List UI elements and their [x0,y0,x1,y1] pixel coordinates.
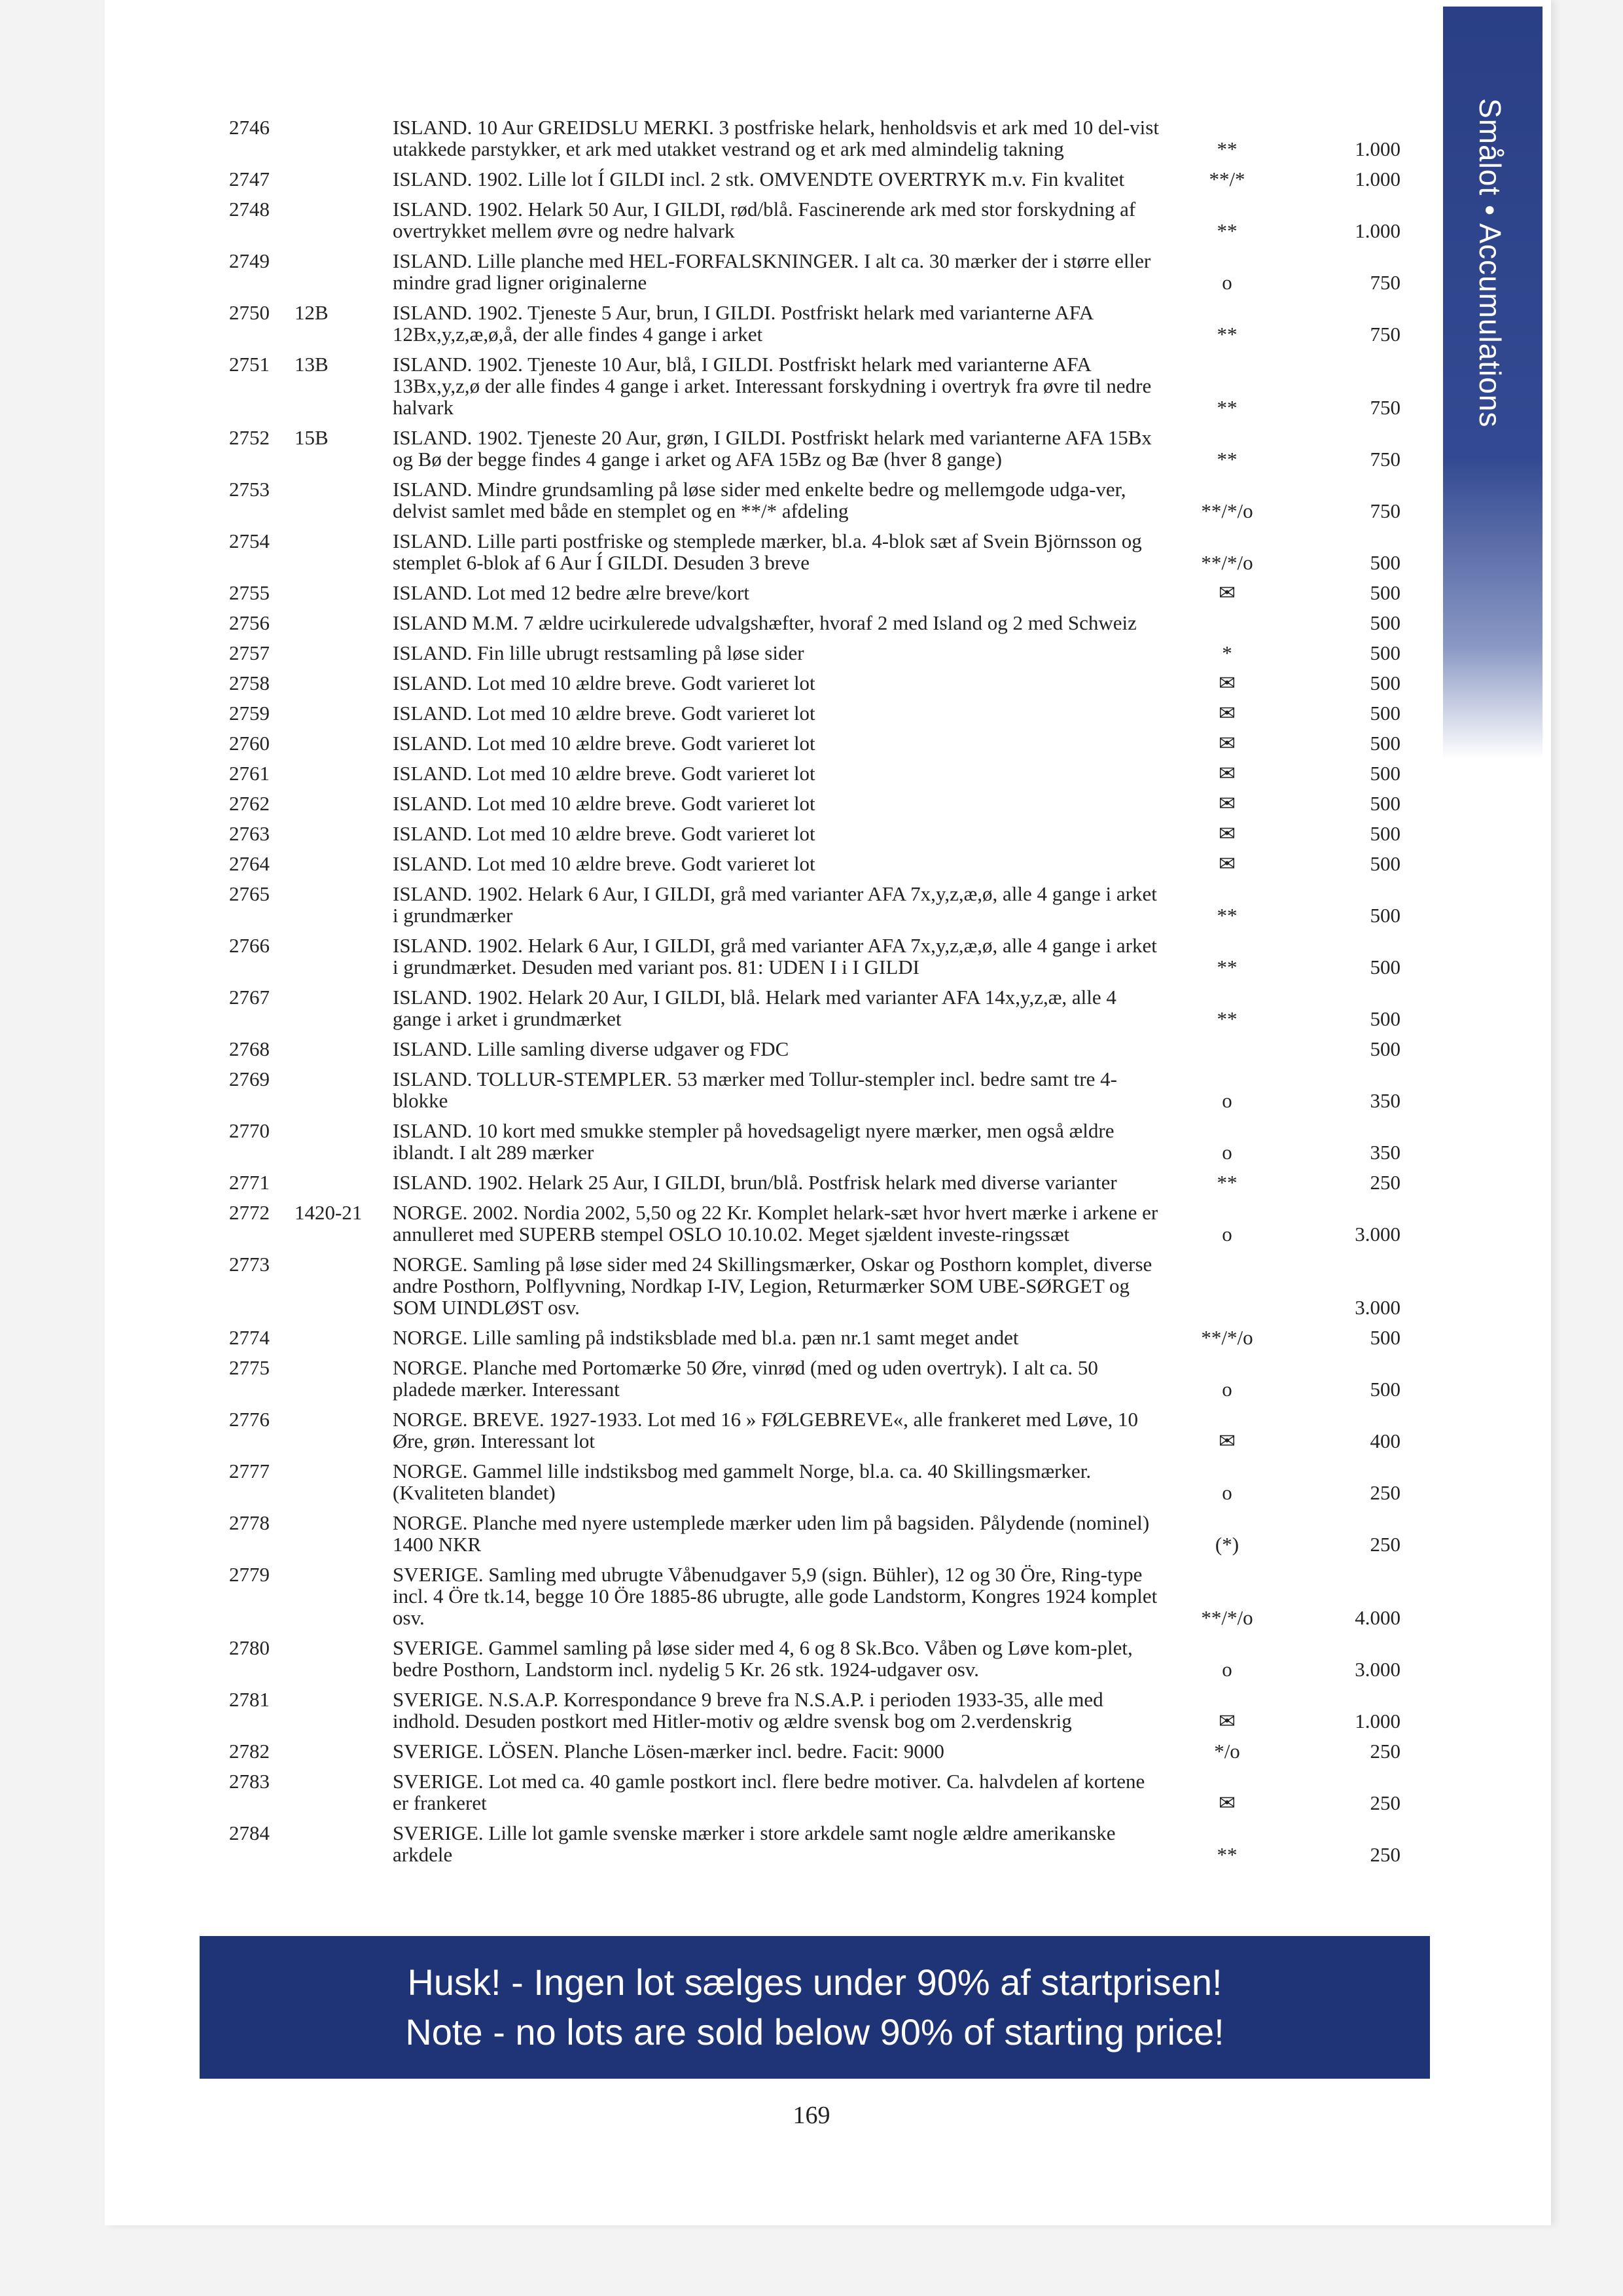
lot-row [229,732,1400,754]
lot-description: ISLAND. Lot med 10 ældre breve. Godt varieret lot [393,852,815,875]
lot-row [229,1202,1400,1245]
lot-row [229,935,1400,978]
lot-number: 2762 [229,792,270,815]
lot-price: 3.000 [1355,1658,1400,1681]
lot-condition: ✉ [1219,1429,1236,1452]
lot-row [229,168,1400,190]
lot-price: 750 [1370,271,1400,294]
lot-number: 2769 [229,1067,270,1090]
lot-description: ISLAND. Lille parti postfriske og stemplede mærker, bl.a. 4-blok sæt af Svein Björnsson og stemplet 6-blok af 6 Aur Í GILDI. Desuden 3 breve [393,529,1142,574]
lot-condition: ✉ [1219,1791,1236,1814]
lot-description: ISLAND. Lille planche med HEL-FORFALSKNINGER. I alt ca. 30 mærker der i større eller mindre grad ligner originalerne [393,249,1151,294]
lot-condition: o [1222,1378,1232,1401]
lot-number: 2758 [229,672,270,694]
lot-reference: 1420-21 [294,1201,363,1224]
lot-description: ISLAND. Lot med 10 ældre breve. Godt varieret lot [393,762,815,785]
lot-row [229,823,1400,844]
lot-price: 500 [1370,732,1400,755]
lot-description: ISLAND. Fin lille ubrugt restsamling på løse sider [393,641,804,664]
lot-number: 2776 [229,1408,270,1431]
lot-reference: 13B [294,353,329,376]
lot-row [229,117,1400,160]
section-title: Smålot • Accumulations [1473,98,1507,428]
lot-condition: ✉ [1219,672,1236,694]
lot-price: 500 [1370,956,1400,978]
lot-price: 1.000 [1355,1710,1400,1732]
lot-description: ISLAND. 1902. Helark 6 Aur, I GILDI, grå med varianter AFA 7x,y,z,æ,ø, alle 4 gange i arket i grundmærket. Desuden med variant pos. 81: UDEN I i I GILDI [393,934,1157,978]
lot-row [229,582,1400,603]
lot-number: 2784 [229,1821,270,1844]
lot-description: SVERIGE. Samling med ubrugte Våbenudgaver 5,9 (sign. Bühler), 12 og 30 Öre, Ring-type incl. 4 Öre tk.14, begge 10 Öre 1885-86 ubrugte, alle gode Landstorm, Kongres 1924 komplet osv. [393,1563,1158,1629]
lot-row [229,762,1400,784]
lot-number: 2750 [229,301,270,324]
lot-row [229,353,1400,418]
lot-condition: **/*/o [1201,551,1253,574]
lot-price: 350 [1370,1089,1400,1112]
lot-description: ISLAND. Lot med 10 ældre breve. Godt varieret lot [393,792,815,815]
lot-condition: ** [1217,1171,1238,1194]
lot-price: 500 [1370,702,1400,725]
lot-row [229,1253,1400,1318]
lot-number: 2768 [229,1037,270,1060]
lot-price: 500 [1370,1378,1400,1401]
lot-number: 2778 [229,1511,270,1534]
lot-number: 2767 [229,986,270,1009]
lot-description: SVERIGE. LÖSEN. Planche Lösen-mærker incl. bedre. Facit: 9000 [393,1740,944,1763]
lot-number: 2753 [229,478,270,501]
lot-price: 250 [1370,1533,1400,1556]
lot-number: 2779 [229,1563,270,1586]
lot-description: ISLAND. 1902. Tjeneste 10 Aur, blå, I GILDI. Postfriskt helark med varianterne AFA 13Bx,y,z,ø der alle findes 4 gange i arket. Interessant forskydning i overtryk fra øvre til nedre halvark [393,353,1152,419]
lot-number: 2781 [229,1688,270,1711]
lot-number: 2748 [229,198,270,221]
lot-price: 500 [1370,581,1400,604]
lot-reference: 12B [294,301,329,324]
lot-row [229,1408,1400,1452]
page-number: 169 [793,2102,830,2129]
lot-price: 750 [1370,396,1400,419]
lot-price: 500 [1370,762,1400,785]
lot-description: NORGE. Planche med Portomærke 50 Øre, vinrød (med og uden overtryk). I alt ca. 50 pladede mærker. Interessant [393,1356,1098,1401]
lot-number: 2775 [229,1356,270,1379]
lot-condition: ✉ [1219,822,1236,845]
lot-row [229,1172,1400,1193]
lot-number: 2763 [229,822,270,845]
lot-row [229,642,1400,664]
lot-row [229,1357,1400,1400]
lot-number: 2766 [229,934,270,957]
lot-description: NORGE. 2002. Nordia 2002, 5,50 og 22 Kr. Komplet helark-sæt hvor hvert mærke i arkene er annulleret med SUPERB stempel OSLO 10.10.02. Meget sjældent investe-ringssæt [393,1201,1158,1246]
lot-number: 2752 [229,426,270,449]
lot-description: SVERIGE. Gammel samling på løse sider med 4, 6 og 8 Sk.Bco. Våben og Løve kom-plet, bedre Posthorn, Landstorm incl. nydelig 5 Kr. 26 stk. 1924-udgaver osv. [393,1636,1133,1681]
lot-description: ISLAND. Lot med 12 bedre ælre breve/kort [393,581,749,604]
lot-price: 1.000 [1355,219,1400,242]
lot-description: ISLAND M.M. 7 ældre ucirkulerede udvalgshæfter, hvoraf 2 med Island og 2 med Schweiz [393,611,1137,634]
lot-condition: ✉ [1219,702,1236,725]
lot-row [229,672,1400,694]
lot-price: 500 [1370,1007,1400,1030]
lot-condition: ✉ [1219,581,1236,604]
lot-price: 250 [1370,1171,1400,1194]
lot-row [229,1068,1400,1111]
lot-row [229,1689,1400,1732]
lot-condition: ✉ [1219,732,1236,755]
lot-condition: o [1222,271,1232,294]
lot-price: 750 [1370,323,1400,346]
lot-condition: ✉ [1219,792,1236,815]
lot-condition: ✉ [1219,762,1236,785]
lot-row [229,1564,1400,1628]
lot-number: 2761 [229,762,270,785]
lot-description: ISLAND. Mindre grundsamling på løse sider med enkelte bedre og mellemgode udga-ver, delvist samlet med både en stemplet og en **/* afdeling [393,478,1126,522]
lot-number: 2746 [229,116,270,139]
lot-row [229,1460,1400,1503]
lot-price: 500 [1370,641,1400,664]
lot-condition: **/*/o [1201,499,1253,522]
lot-number: 2757 [229,641,270,664]
lot-condition: ** [1217,219,1238,242]
lot-description: NORGE. BREVE. 1927-1933. Lot med 16 » FØLGEBREVE«, alle frankeret med Løve, 10 Øre, grøn. Interessant lot [393,1408,1139,1452]
lot-number: 2773 [229,1253,270,1276]
lot-price: 500 [1370,1326,1400,1349]
lot-condition: ** [1217,956,1238,978]
lot-price: 3.000 [1355,1223,1400,1246]
lot-description: ISLAND. 1902. Helark 20 Aur, I GILDI, blå. Helark med varianter AFA 14x,y,z,æ, alle 4 gange i arket i grundmærket [393,986,1116,1030]
lot-price: 250 [1370,1740,1400,1763]
lot-price: 3.000 [1355,1296,1400,1319]
lot-number: 2772 [229,1201,270,1224]
lot-row [229,1822,1400,1865]
lot-row [229,612,1400,634]
lot-condition: */o [1214,1740,1240,1763]
lot-condition: o [1222,1658,1232,1681]
lot-description: ISLAND. Lot med 10 ældre breve. Godt varieret lot [393,822,815,845]
lot-condition: ** [1217,323,1238,346]
lot-condition: ** [1217,396,1238,419]
lot-condition: (*) [1215,1533,1240,1556]
lot-description: ISLAND. 1902. Tjeneste 5 Aur, brun, I GILDI. Postfriskt helark med varianterne AFA 12Bx,y,z,æ,ø,å, der alle findes 4 gange i arket [393,301,1093,346]
notice-danish: Husk! - Ingen lot sælges under 90% af startprisen! [407,1962,1222,2003]
lot-row [229,1120,1400,1163]
lot-price: 350 [1370,1141,1400,1164]
lot-number: 2771 [229,1171,270,1194]
lot-row [229,250,1400,293]
lot-price: 400 [1370,1429,1400,1452]
lot-number: 2764 [229,852,270,875]
lot-condition: ** [1217,1007,1238,1030]
lot-price: 500 [1370,904,1400,927]
lot-condition: **/*/o [1201,1606,1253,1629]
lot-description: NORGE. Planche med nyere ustemplede mærker uden lim på bagsiden. Pålydende (nominel) 1400 NKR [393,1511,1150,1556]
lot-condition: o [1222,1141,1232,1164]
lot-number: 2756 [229,611,270,634]
lot-row [229,427,1400,470]
lot-condition: **/*/o [1201,1326,1253,1349]
lot-condition: ** [1217,137,1238,160]
lot-description: ISLAND. Lot med 10 ældre breve. Godt varieret lot [393,702,815,725]
lot-number: 2759 [229,702,270,725]
lot-price: 1.000 [1355,137,1400,160]
lot-price: 500 [1370,672,1400,694]
lot-row [229,702,1400,724]
lot-number: 2747 [229,168,270,190]
lot-condition: ** [1217,904,1238,927]
lot-price: 500 [1370,1037,1400,1060]
lot-row [229,793,1400,814]
lot-number: 2770 [229,1119,270,1142]
lot-price: 250 [1370,1791,1400,1814]
lot-description: ISLAND. 1902. Helark 25 Aur, I GILDI, brun/blå. Postfrisk helark med diverse varianter [393,1171,1117,1194]
lot-description: NORGE. Gammel lille indstiksbog med gammelt Norge, bl.a. ca. 40 Skillingsmærker. (Kvaliteten blandet) [393,1460,1092,1504]
lot-row [229,1637,1400,1680]
lot-row [229,1038,1400,1060]
lot-number: 2765 [229,882,270,905]
lot-price: 500 [1370,611,1400,634]
lot-description: SVERIGE. Lille lot gamle svenske mærker i store arkdele samt nogle ældre amerikanske arkdele [393,1821,1116,1866]
lot-number: 2755 [229,581,270,604]
lot-row [229,853,1400,874]
lot-description: SVERIGE. N.S.A.P. Korrespondance 9 breve fra N.S.A.P. i perioden 1933-35, alle med indhold. Desuden postkort med Hitler-motiv og ældre svensk bog om 2.verdenskrig [393,1688,1103,1732]
lot-reference: 15B [294,426,329,449]
lot-number: 2749 [229,249,270,272]
lot-number: 2751 [229,353,270,376]
lot-row [229,1512,1400,1555]
lot-description: ISLAND. Lot med 10 ældre breve. Godt varieret lot [393,672,815,694]
lot-row [229,478,1400,522]
lot-description: ISLAND. 1902. Lille lot Í GILDI incl. 2 stk. OMVENDTE OVERTRYK m.v. Fin kvalitet [393,168,1125,190]
lot-condition: * [1222,641,1232,664]
lot-price: 4.000 [1355,1606,1400,1629]
lot-condition: o [1222,1089,1232,1112]
lot-number: 2760 [229,732,270,755]
lot-row [229,986,1400,1030]
lot-row [229,198,1400,242]
lot-condition: ** [1217,1843,1238,1866]
lot-description: ISLAND. Lot med 10 ældre breve. Godt varieret lot [393,732,815,755]
lot-list [229,117,1400,1874]
lot-description: NORGE. Lille samling på indstiksblade med bl.a. pæn nr.1 samt meget andet [393,1326,1019,1349]
lot-number: 2783 [229,1770,270,1793]
lot-price: 500 [1370,852,1400,875]
lot-number: 2782 [229,1740,270,1763]
lot-price: 250 [1370,1481,1400,1504]
lot-price: 1.000 [1355,168,1400,190]
lot-price: 250 [1370,1843,1400,1866]
lot-row [229,302,1400,345]
lot-price: 500 [1370,551,1400,574]
lot-description: NORGE. Samling på løse sider med 24 Skillingsmærker, Oskar og Posthorn komplet, diverse andre Posthorn, Polflyvning, Nordkap I-IV, Legion, Returmærker SOM UBE-SØRGET og SOM UINDLØST osv. [393,1253,1152,1319]
notice-english: Note - no lots are sold below 90% of starting price! [405,2011,1224,2053]
lot-number: 2780 [229,1636,270,1659]
lot-number: 2754 [229,529,270,552]
notice-banner [200,1936,1430,2079]
lot-condition: o [1222,1481,1232,1504]
lot-row [229,883,1400,926]
lot-condition: o [1222,1223,1232,1246]
lot-number: 2774 [229,1326,270,1349]
lot-description: ISLAND. 1902. Tjeneste 20 Aur, grøn, I GILDI. Postfriskt helark med varianterne AFA 15Bx og Bø der begge findes 4 gange i arket og AFA 15Bz og Bæ (hver 8 gange) [393,426,1152,471]
lot-price: 750 [1370,448,1400,471]
lot-description: ISLAND. 10 kort med smukke stempler på hovedsageligt nyere mærker, men også ældre iblandt. I alt 289 mærker [393,1119,1115,1164]
lot-condition: **/* [1209,168,1245,190]
lot-condition: ✉ [1219,1710,1236,1732]
lot-price: 500 [1370,792,1400,815]
lot-price: 500 [1370,822,1400,845]
lot-description: SVERIGE. Lot med ca. 40 gamle postkort incl. flere bedre motiver. Ca. halvdelen af kortene er frankeret [393,1770,1145,1814]
lot-description: ISLAND. 10 Aur GREIDSLU MERKI. 3 postfriske helark, henholdsvis et ark med 10 del-vist utakkede parstykker, et ark med utakket vestrand og et ark med almindelig takning [393,116,1159,160]
lot-row [229,530,1400,573]
lot-condition: ** [1217,448,1238,471]
lot-description: ISLAND. 1902. Helark 50 Aur, I GILDI, rød/blå. Fascinerende ark med stor forskydning af overtrykket mellem øvre og nedre halvark [393,198,1136,242]
lot-description: ISLAND. TOLLUR-STEMPLER. 53 mærker med Tollur-stempler incl. bedre samt tre 4-blokke [393,1067,1118,1112]
lot-description: ISLAND. 1902. Helark 6 Aur, I GILDI, grå med varianter AFA 7x,y,z,æ,ø, alle 4 gange i arket i grundmærker [393,882,1157,927]
lot-row [229,1770,1400,1814]
lot-row [229,1327,1400,1348]
lot-number: 2777 [229,1460,270,1482]
lot-row [229,1740,1400,1762]
lot-condition: ✉ [1219,852,1236,875]
lot-price: 750 [1370,499,1400,522]
lot-description: ISLAND. Lille samling diverse udgaver og FDC [393,1037,789,1060]
